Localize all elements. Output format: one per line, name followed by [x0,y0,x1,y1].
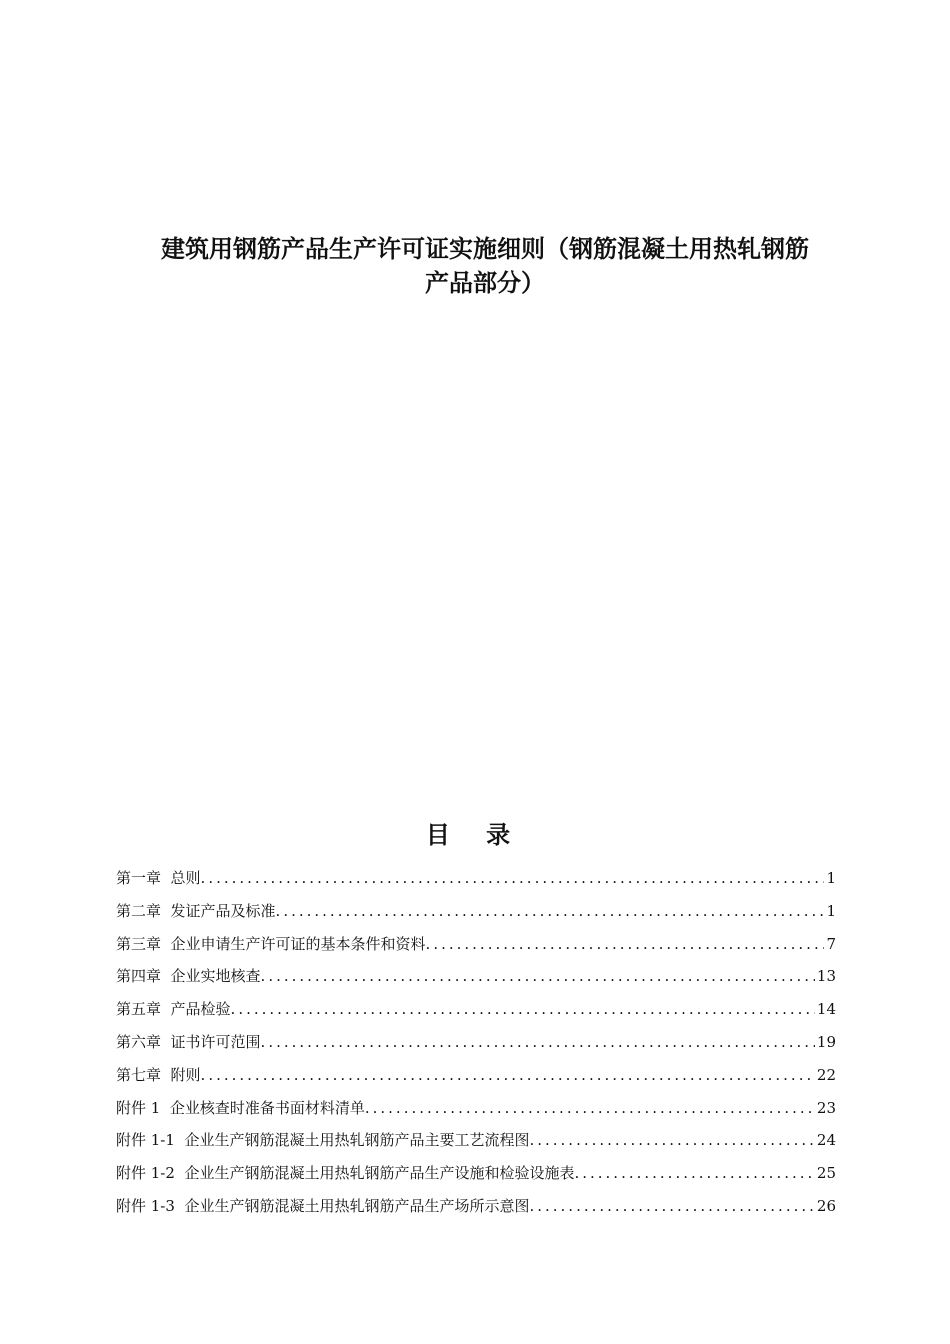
toc-entry-page: 13 [816,967,836,986]
toc-heading: 目 录 [425,821,525,849]
toc-entry-chapter-2[interactable] [116,895,836,928]
toc-dot-leader [201,1059,815,1092]
toc-dot-leader [574,1157,814,1190]
toc-entry-appendix-1-2[interactable] [116,1157,836,1190]
toc-entry-label: 第四章 企业实地核查 [116,967,261,986]
toc-entry-page: 1 [826,901,836,920]
table-of-contents [116,862,836,1223]
toc-dot-leader [529,1190,814,1223]
toc-entry-label: 第七章 附则 [116,1065,201,1084]
toc-entry-page: 1 [826,869,836,887]
toc-entry-chapter-3[interactable] [116,928,836,961]
toc-entry-label: 第一章 总则 [116,869,201,887]
toc-entry-chapter-1[interactable] [116,862,836,895]
toc-dot-leader [365,1092,815,1125]
document-title-line-1: 建筑用钢筋产品生产许可证实施细则（钢筋混凝土用热轧钢筋 [161,235,809,263]
toc-entry-page: 24 [816,1131,836,1150]
toc-entry-label: 第五章 产品检验 [116,1000,231,1019]
toc-entry-label: 第二章 发证产品及标准 [116,901,276,920]
toc-entry-label: 附件 1 企业核查时准备书面材料清单 [116,1098,365,1117]
toc-entry-appendix-1-3[interactable] [116,1190,836,1223]
toc-entry-chapter-4[interactable] [116,960,836,993]
toc-dot-leader [261,960,815,993]
toc-entry-page: 25 [816,1164,836,1183]
toc-entry-label: 第六章 证书许可范围 [116,1032,261,1051]
toc-entry-page: 14 [816,1000,836,1019]
toc-entry-appendix-1-1[interactable] [116,1124,836,1157]
toc-entry-page: 19 [816,1032,836,1051]
toc-entry-page: 22 [816,1065,836,1084]
toc-entry-label: 附件 1-1 企业生产钢筋混凝土用热轧钢筋产品主要工艺流程图 [116,1131,530,1150]
document-title-line-2: 产品部分） [425,269,545,297]
toc-entry-label: 附件 1-3 企业生产钢筋混凝土用热轧钢筋产品生产场所示意图 [116,1196,530,1215]
toc-entry-label: 附件 1-2 企业生产钢筋混凝土用热轧钢筋产品生产设施和检验设施表 [116,1164,575,1183]
toc-dot-leader [201,862,825,895]
toc-dot-leader [261,1026,815,1059]
toc-entry-chapter-5[interactable] [116,993,836,1026]
toc-entry-chapter-6[interactable] [116,1026,836,1059]
toc-entry-page: 26 [816,1196,836,1215]
toc-entry-page: 7 [826,934,836,953]
toc-entry-page: 23 [816,1098,836,1117]
toc-entry-appendix-1[interactable] [116,1092,836,1125]
toc-dot-leader [529,1124,814,1157]
document-title [90,232,880,300]
toc-dot-leader [426,928,825,961]
toc-dot-leader [231,993,815,1026]
toc-entry-chapter-7[interactable] [116,1059,836,1092]
toc-entry-label: 第三章 企业申请生产许可证的基本条件和资料 [116,934,426,953]
toc-dot-leader [276,895,825,928]
